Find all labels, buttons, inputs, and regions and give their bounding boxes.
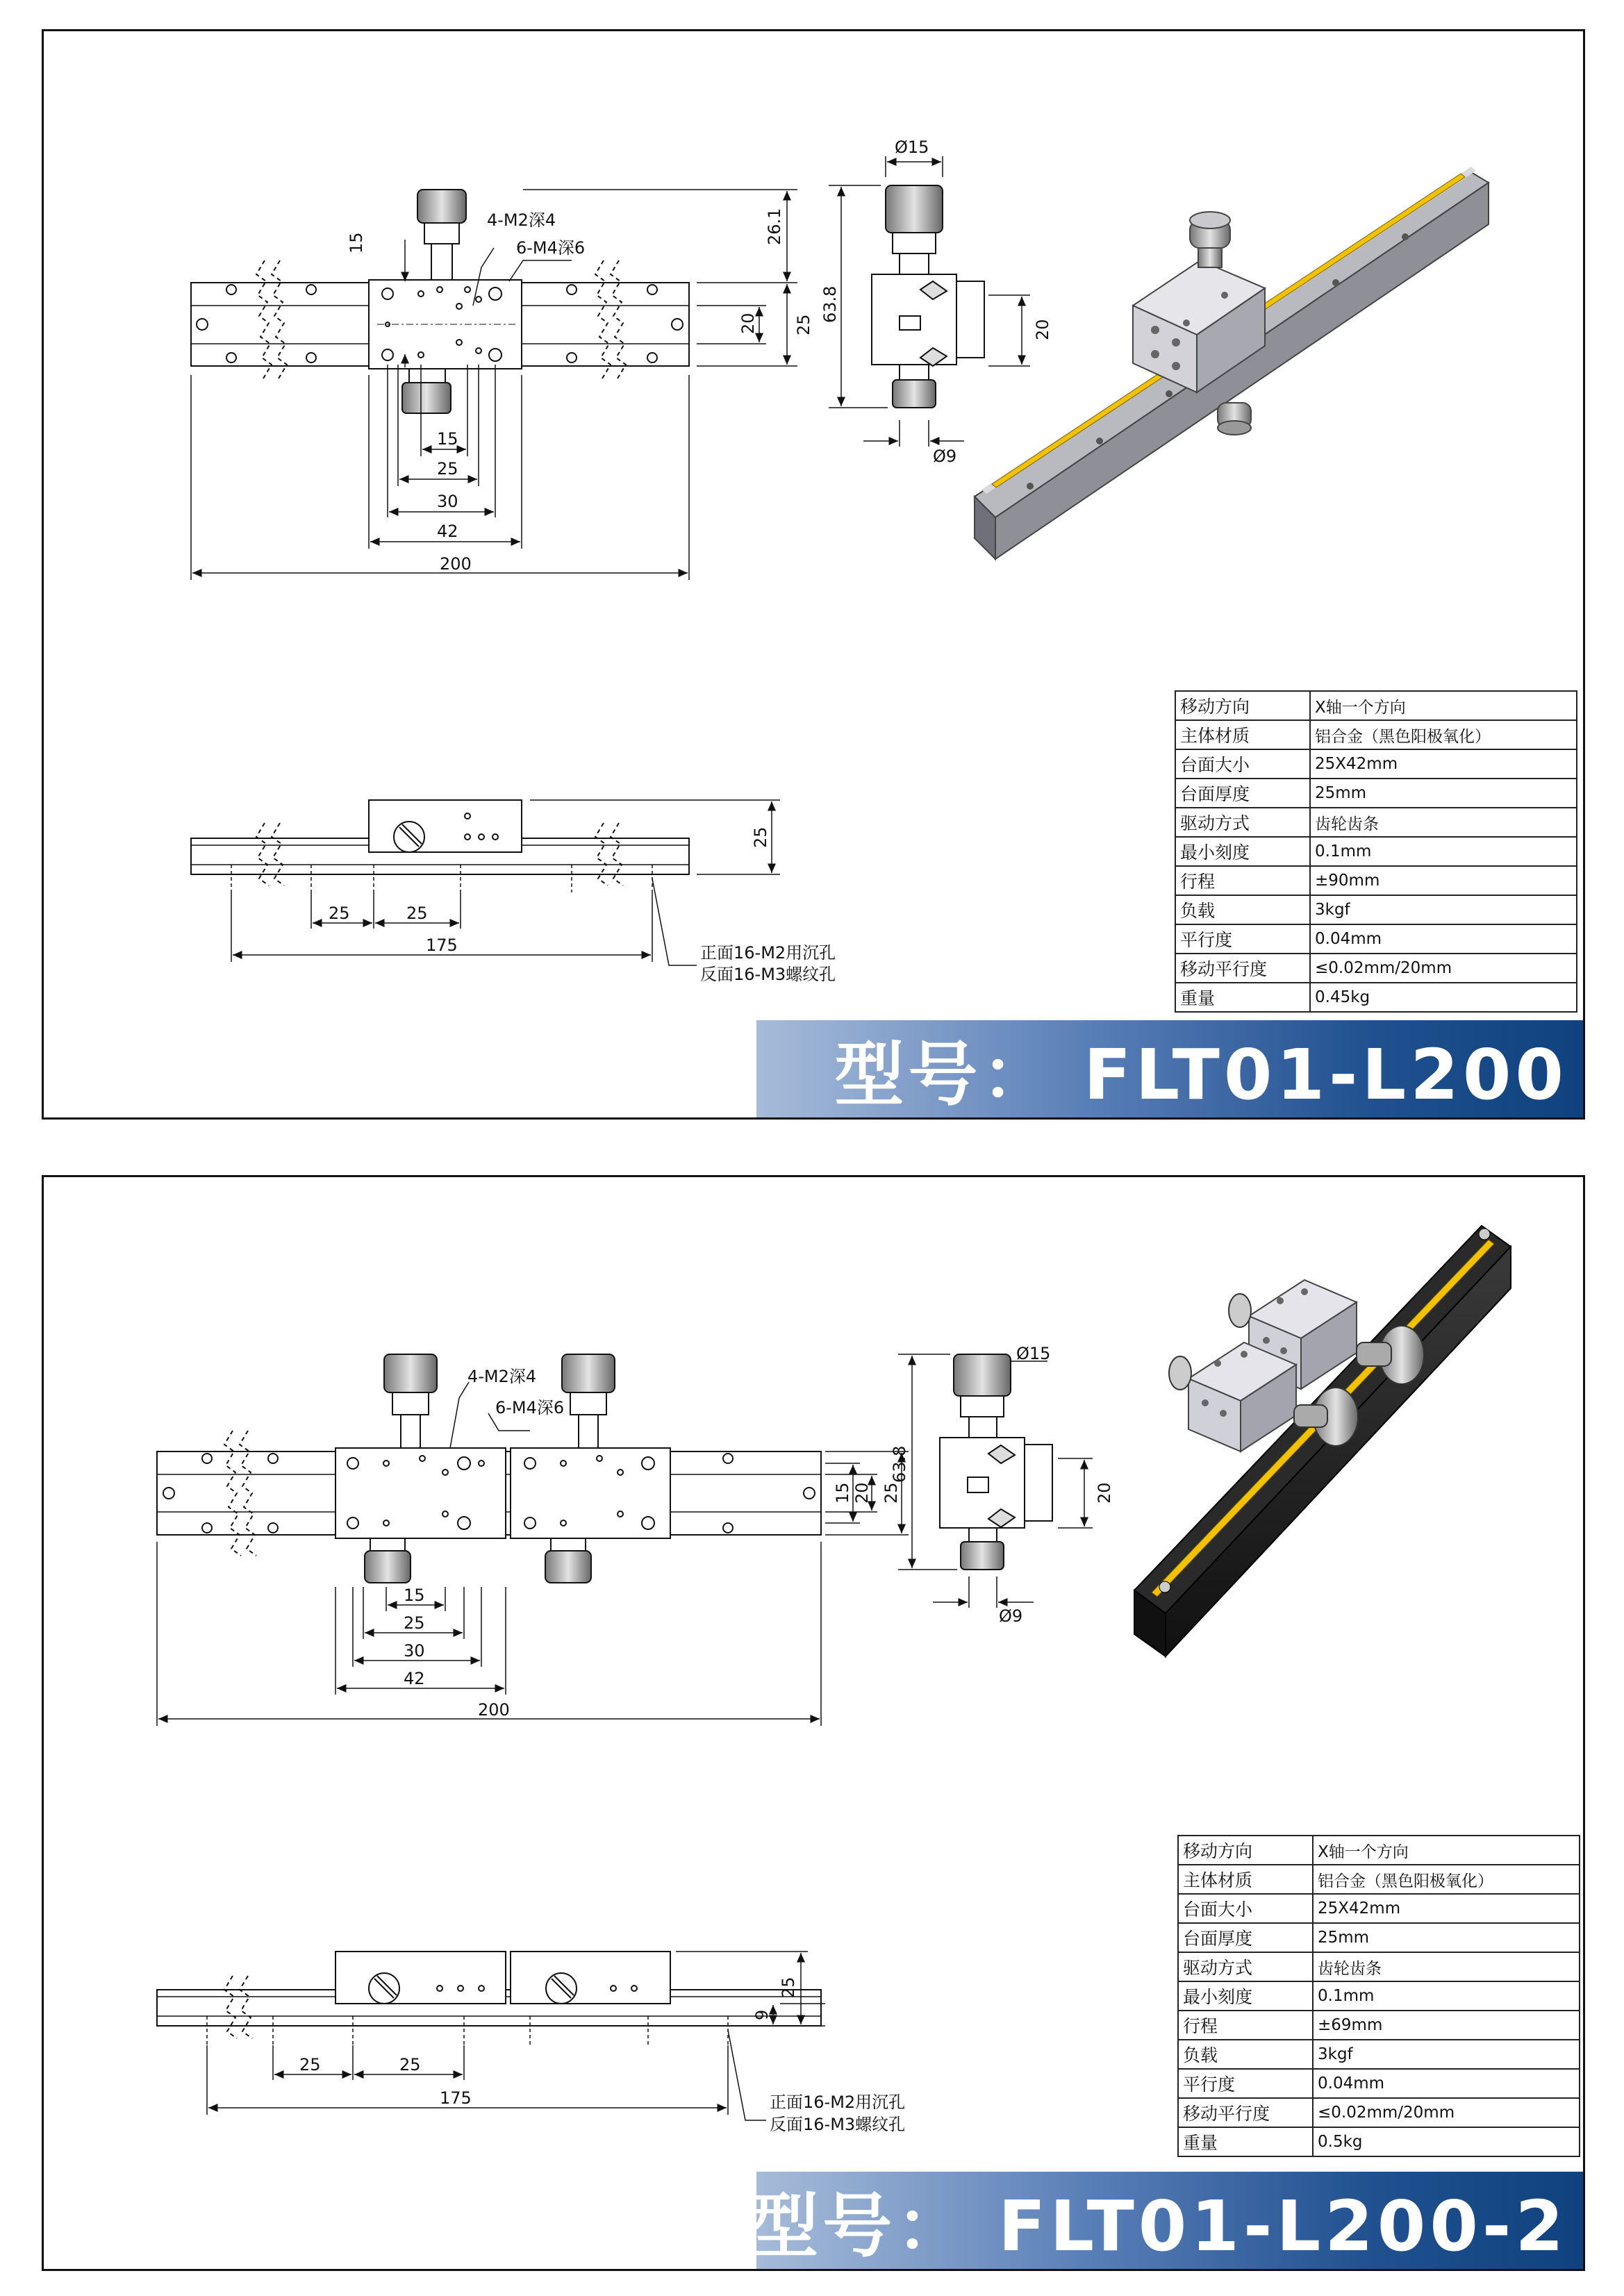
spec-key: 主体材质 xyxy=(1178,1865,1313,1894)
front-view xyxy=(191,800,689,892)
dim-25-a-s2: 25 xyxy=(299,2055,321,2074)
dim-25-b-s2: 25 xyxy=(399,2055,421,2074)
spec-row xyxy=(1178,2040,1580,2069)
spec-table-1 xyxy=(1175,690,1577,1013)
spec-row xyxy=(1175,983,1577,1012)
spec-value: 3kgf xyxy=(1313,2040,1580,2069)
spec-value: 0.04mm xyxy=(1310,924,1577,954)
dim-25-b: 25 xyxy=(406,904,428,923)
spec-value: 25X42mm xyxy=(1310,749,1577,779)
dim-15-s2: 15 xyxy=(404,1586,425,1605)
spec-row xyxy=(1178,2069,1580,2098)
spec-key: 负载 xyxy=(1178,2040,1313,2069)
dim-25-s2: 25 xyxy=(404,1613,425,1633)
spec-row xyxy=(1175,720,1577,749)
spec-value: 0.1mm xyxy=(1310,837,1577,866)
knob-bottom xyxy=(402,383,451,413)
dim-20-right: 20 xyxy=(738,313,758,334)
spec-row xyxy=(1175,808,1577,837)
note-m4-s2: 6-M4深6 xyxy=(495,1398,565,1417)
spec-row xyxy=(1175,866,1577,895)
spec-key: 移动方向 xyxy=(1175,691,1310,720)
dim-25-right: 25 xyxy=(794,314,813,335)
spec-row xyxy=(1175,691,1577,720)
spec-value: 齿轮齿条 xyxy=(1310,808,1577,837)
spec-row xyxy=(1178,1865,1580,1894)
dim-20-right-s2: 20 xyxy=(852,1482,872,1504)
spec-value: ±90mm xyxy=(1310,866,1577,895)
spec-value: 0.1mm xyxy=(1313,1981,1580,2011)
dim-20-end: 20 xyxy=(1033,319,1052,340)
spec-row xyxy=(1178,2098,1580,2127)
spec-key: 最小刻度 xyxy=(1175,837,1310,866)
spec-row xyxy=(1175,837,1577,866)
spec-value: X轴一个方向 xyxy=(1310,691,1577,720)
model-title-1: 型号： FLT01-L200 xyxy=(834,1034,1568,1115)
spec-row xyxy=(1175,749,1577,779)
dim-200: 200 xyxy=(440,554,472,574)
spec-key: 重量 xyxy=(1178,2127,1313,2156)
spec-row xyxy=(1175,924,1577,954)
dim-20-end-s2: 20 xyxy=(1095,1482,1114,1504)
spec-table-2 xyxy=(1177,1835,1580,2157)
top-view xyxy=(191,190,689,413)
spec-key: 台面厚度 xyxy=(1175,779,1310,808)
spec-key: 驱动方式 xyxy=(1175,808,1310,837)
spec-row xyxy=(1178,1894,1580,1923)
dim-dia15: Ø15 xyxy=(895,138,929,157)
dim-30: 30 xyxy=(437,492,458,511)
front-view-2 xyxy=(157,1952,821,2045)
dim-9-front-s2: 9 xyxy=(752,2009,772,2020)
dim-26-1: 26.1 xyxy=(765,208,784,245)
spec-key: 移动平行度 xyxy=(1175,954,1310,983)
drawing-sheet-1 xyxy=(42,29,1585,1120)
spec-value: 0.5kg xyxy=(1313,2127,1580,2156)
end-view xyxy=(872,185,984,408)
top-view-2 xyxy=(157,1354,821,1583)
dim-42: 42 xyxy=(437,522,458,541)
spec-value: 铝合金（黑色阳极氧化） xyxy=(1310,720,1577,749)
dim-dia9-s2: Ø9 xyxy=(999,1606,1023,1626)
dim-63-8: 63.8 xyxy=(820,285,840,323)
dim-25-right-s2: 25 xyxy=(881,1482,901,1504)
spec-key: 重量 xyxy=(1175,983,1310,1012)
spec-value: X轴一个方向 xyxy=(1313,1836,1580,1865)
spec-key: 最小刻度 xyxy=(1178,1981,1313,2011)
spec-row xyxy=(1175,895,1577,924)
dim-15-right-s2: 15 xyxy=(833,1482,852,1504)
spec-value: 25mm xyxy=(1313,1923,1580,1952)
spec-value: ±69mm xyxy=(1313,2011,1580,2040)
dim-dia15-s2: Ø15 xyxy=(1016,1344,1051,1363)
product-render-2 xyxy=(1134,1226,1511,1656)
dim-25-front-s2: 25 xyxy=(779,1977,798,1998)
dim-25: 25 xyxy=(437,459,458,479)
spec-value: 齿轮齿条 xyxy=(1313,1952,1580,1981)
spec-key: 移动方向 xyxy=(1178,1836,1313,1865)
spec-row xyxy=(1178,2127,1580,2156)
spec-value: 0.04mm xyxy=(1313,2069,1580,2098)
product-render-1 xyxy=(975,167,1489,559)
model-title-2: 型号： FLT01-L200-2 xyxy=(749,2186,1568,2267)
model-banner-2 xyxy=(749,2172,1583,2269)
dim-63-8-s2: 63.8 xyxy=(890,1445,909,1483)
spec-key: 平行度 xyxy=(1175,924,1310,954)
top-view-dims xyxy=(191,190,797,580)
top-view-2-dims xyxy=(157,1382,909,1726)
spec-key: 负载 xyxy=(1175,895,1310,924)
spec-value: ≤0.02mm/20mm xyxy=(1310,954,1577,983)
spec-key: 行程 xyxy=(1178,2011,1313,2040)
spec-row xyxy=(1175,954,1577,983)
model-banner-1 xyxy=(756,1020,1583,1117)
top-view-2-labels xyxy=(404,1367,901,1720)
dim-15: 15 xyxy=(437,429,458,449)
end-view-2 xyxy=(940,1354,1052,1570)
spec-value: 25X42mm xyxy=(1313,1894,1580,1923)
spec-row xyxy=(1175,779,1577,808)
spec-key: 台面大小 xyxy=(1175,749,1310,779)
dim-175: 175 xyxy=(426,935,458,955)
spec-key: 台面厚度 xyxy=(1178,1923,1313,1952)
spec-key: 驱动方式 xyxy=(1178,1952,1313,1981)
dim-25-front: 25 xyxy=(751,826,770,848)
note-m2-s2: 4-M2深4 xyxy=(467,1367,537,1386)
note-m4: 6-M4深6 xyxy=(516,238,586,258)
hole-note-front: 正面16-M2用沉孔 xyxy=(700,943,836,963)
spec-key: 移动平行度 xyxy=(1178,2098,1313,2127)
dim-15-vertical: 15 xyxy=(347,232,366,253)
spec-value: 3kgf xyxy=(1310,895,1577,924)
dim-200-s2: 200 xyxy=(478,1700,510,1720)
spec-key: 台面大小 xyxy=(1178,1894,1313,1923)
dim-dia9: Ø9 xyxy=(933,447,957,466)
spec-key: 主体材质 xyxy=(1175,720,1310,749)
hole-note-back-s2: 反面16-M3螺纹孔 xyxy=(770,2115,906,2134)
spec-value: ≤0.02mm/20mm xyxy=(1313,2098,1580,2127)
knob-top xyxy=(417,190,466,223)
dim-42-s2: 42 xyxy=(404,1669,425,1688)
spec-key: 平行度 xyxy=(1178,2069,1313,2098)
spec-key: 行程 xyxy=(1175,866,1310,895)
spec-row xyxy=(1178,1981,1580,2011)
dim-25-a: 25 xyxy=(329,904,350,923)
spec-row xyxy=(1178,1952,1580,1981)
hole-note-back: 反面16-M3螺纹孔 xyxy=(700,965,836,984)
hole-note-front-s2: 正面16-M2用沉孔 xyxy=(770,2093,906,2112)
dim-175-s2: 175 xyxy=(440,2088,472,2108)
spec-row xyxy=(1178,1923,1580,1952)
spec-value: 25mm xyxy=(1310,779,1577,808)
spec-value: 0.45kg xyxy=(1310,983,1577,1012)
dim-30-s2: 30 xyxy=(404,1641,425,1661)
note-m2: 4-M2深4 xyxy=(487,210,556,230)
drawing-sheet-2 xyxy=(42,1175,1585,2271)
spec-value: 铝合金（黑色阳极氧化） xyxy=(1313,1865,1580,1894)
spec-row xyxy=(1178,1836,1580,1865)
spec-row xyxy=(1178,2011,1580,2040)
